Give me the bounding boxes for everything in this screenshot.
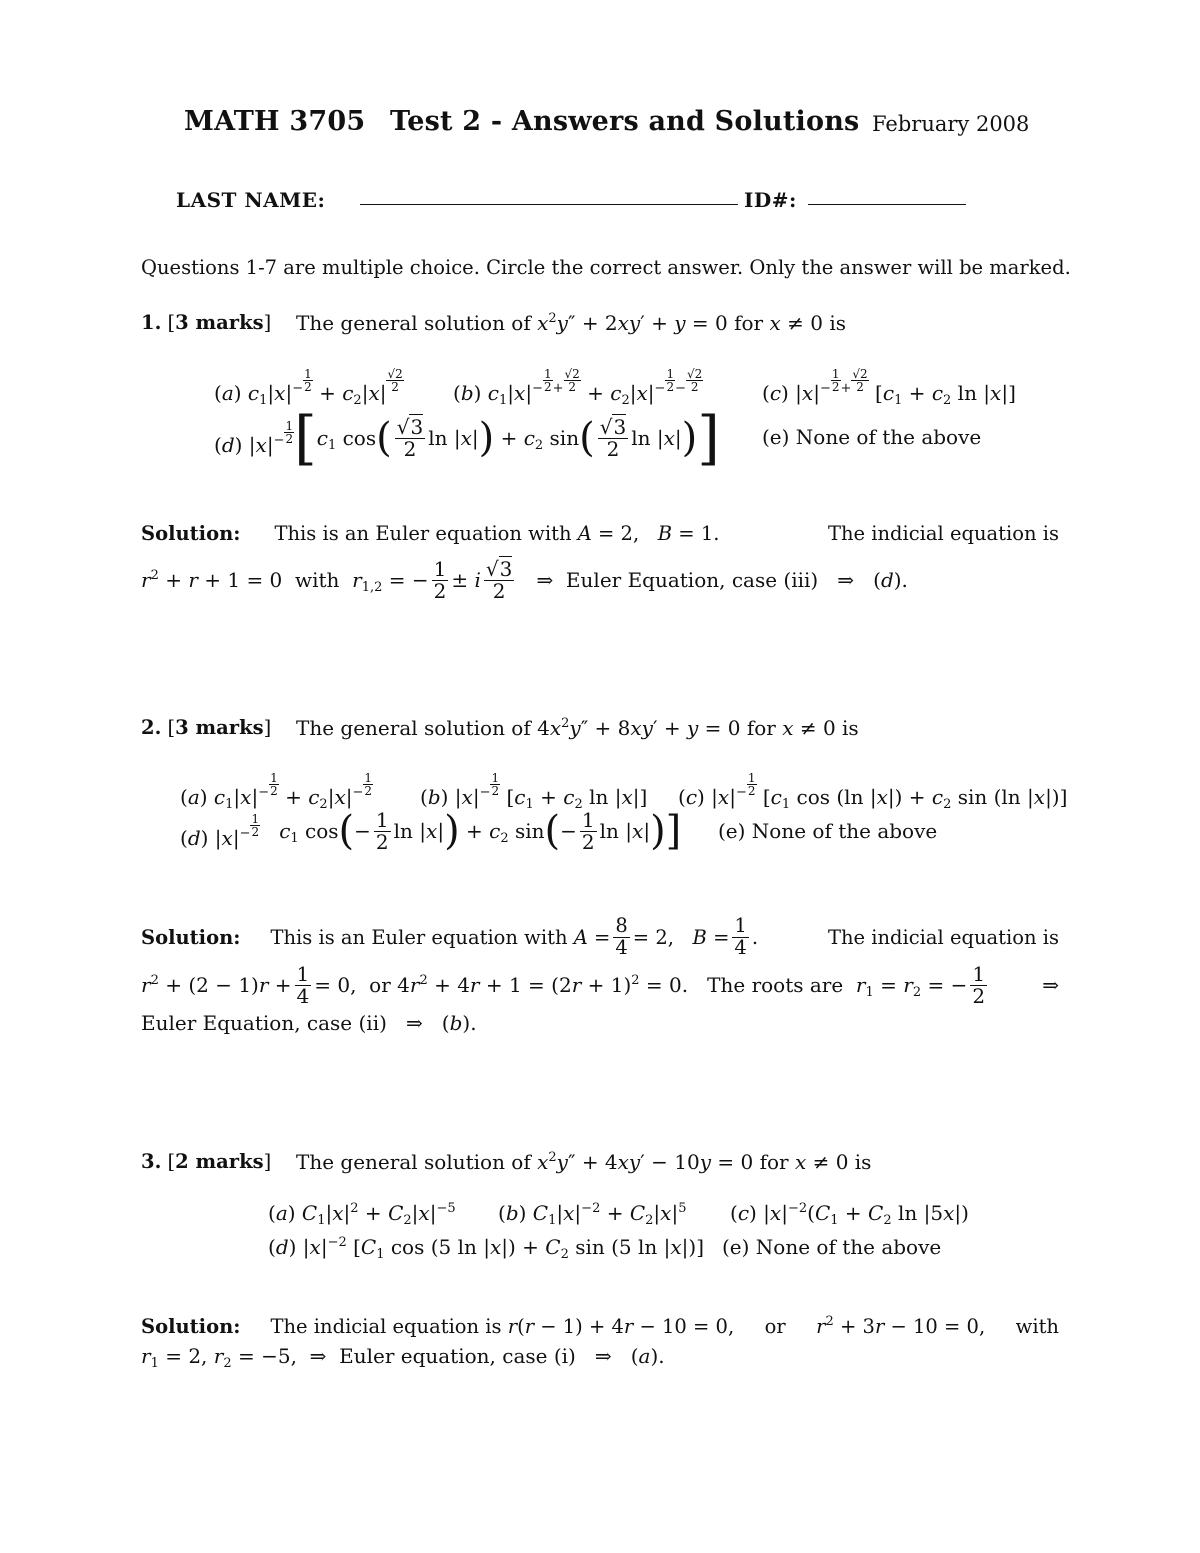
last-name-field[interactable] [360,188,738,212]
question-1-prompt: The general solution of $x^2y'' + 2xy' + y = 0$ for x ≠ 0 is [296,311,846,335]
question-2-header: 2. [3 marks] [141,716,272,739]
question-2-option-e[interactable]: (e) None of the above [718,819,938,843]
question-2-prompt: The general solution of $4x^2y'' + 8xy' + y = 0$ for x ≠ 0 is [296,716,859,740]
question-2-solution-line3: Euler Equation, case (ii) ⇒ (b). [141,1011,477,1035]
question-3-option-d[interactable]: (d) $|x|^{-2}$ [$C_1$ cos (5 $\ln |x|) + C_2$ sin (5 ln |x|)] [268,1235,705,1262]
question-3-solution-line2: $r_1 = 2$, $r_2 = -5$, ⇒ Euler equation, case (i) ⇒ (a). [141,1344,665,1371]
question-3-number: 3. [141,1150,162,1173]
question-3-option-b[interactable]: (b) $C_1|x|^{-2} + C_2|x|^5$ [498,1201,687,1228]
question-1-header: 1. [3 marks] [141,311,272,334]
question-3-option-e[interactable]: (e) None of the above [722,1235,942,1259]
question-3-marks: 2 marks [175,1150,264,1173]
question-2-solution-line2: $r^2 + (2 - 1)r$ + $\frac{1}{4}$ = 0, or $4r^2 + 4r + 1 = (2r + 1)^2 = 0$. The roots are $r_1 = r_2$ = − $\frac{1}{2}$ ⇒ [141,961,1059,1008]
question-2-option-b[interactable]: (b) |x|− $\frac{1}{2}$ [$c_1 + c_2$ ln |x|] [420,771,648,812]
id-label: ID#: [744,188,797,212]
course-code: MATH 3705 [184,106,366,137]
question-1-option-c[interactable]: (c) |x|− $\frac{1}{2}$ + $\frac{√2}{2}$ [$c_1 + c_2$ ln |x|] [762,367,1016,408]
last-name-rule [360,204,738,205]
test-date: February 2008 [872,112,1030,136]
question-1-option-b[interactable]: (b) $c_1|x|^-$ $\frac{1}{2}$ + $\frac{√2}{2}$ + $c_2|x|^-$ $\frac{1}{2}$ − $\frac{√2}{2}$ [453,367,703,408]
id-field[interactable] [808,188,966,212]
question-2-number: 2. [141,716,162,739]
question-1-option-e[interactable]: (e) None of the above [762,425,982,449]
question-1-solution-label: Solution: [141,522,241,545]
question-1-solution-line2: $r^2 + r + 1 = 0$ with $r_{1,2}$ = − $\frac{1}{2}$ ± i $\frac{√3}{2}$ ⇒ Euler Equation, case (iii) ⇒ (d). [141,556,908,603]
page-title: Test 2 - Answers and Solutions [390,106,860,137]
question-2-option-d[interactable]: (d) |x|− $\frac{1}{2}$ $c_1$ cos ( − $\frac{1}{2}$ ln |x| ) + $c_2$ sin ( − $\frac{1}{2}$ ln |x| ) ] [180,807,682,854]
question-3-prompt: The general solution of $x^2y'' + 4xy' - 10y = 0$ for x ≠ 0 is [296,1150,872,1174]
question-1-solution-line1: Solution: This is an Euler equation with A = 2, B = 1. The indicial equation is [141,522,1059,545]
question-3-header: 3. [2 marks] [141,1150,272,1173]
instructions: Questions 1-7 are multiple choice. Circle the correct answer. Only the answer will be marked. [141,256,1071,279]
question-1-option-d[interactable]: (d) |x|− $\frac{1}{2}$ [ $c_1$ cos ( $\frac{√3}{2}$ ln |x| ) + $c_2$ sin ( $\frac{√3}{2}$ ln |x| ) ] [214,404,720,472]
question-3-option-c[interactable]: (c) $|x|^{-2}(C_1 + C_2$ ln |5x|) [730,1201,969,1228]
question-2-option-a[interactable]: (a) $c_1|x|^-$ $\frac{1}{2}$ + $c_2|x|^-$ $\frac{1}{2}$ [180,771,373,812]
id-rule [808,204,966,205]
last-name-label: LAST NAME: [176,188,326,212]
question-3-solution-line1: Solution: The indicial equation is r(r − 1) + 4r − 10 = 0, or $r^2 + 3r - 10 = 0$, with [141,1314,1059,1338]
question-1-number: 1. [141,311,162,334]
question-2-marks: 3 marks [175,716,264,739]
question-3-solution-label: Solution: [141,1315,241,1338]
question-3-option-a[interactable]: (a) $C_1|x|^2 + C_2|x|^{-5}$ [268,1201,456,1228]
question-2-solution-line1: Solution: This is an Euler equation with A = $\frac{8}{4}$ = 2, B = $\frac{1}{4}$ . The indicial equation is [141,914,1059,959]
question-1-marks: 3 marks [175,311,264,334]
question-2-solution-label: Solution: [141,925,241,949]
question-2-option-c[interactable]: (c) |x|− $\frac{1}{2}$ [$c_1$ cos (ln $|x|) + c_2$ sin (ln |x|)] [678,771,1068,812]
question-1-option-a[interactable]: (a) $c_1|x|^-$ $\frac{1}{2}$ + $c_2|x|$ $\frac{√2}{2}$ [214,367,403,408]
